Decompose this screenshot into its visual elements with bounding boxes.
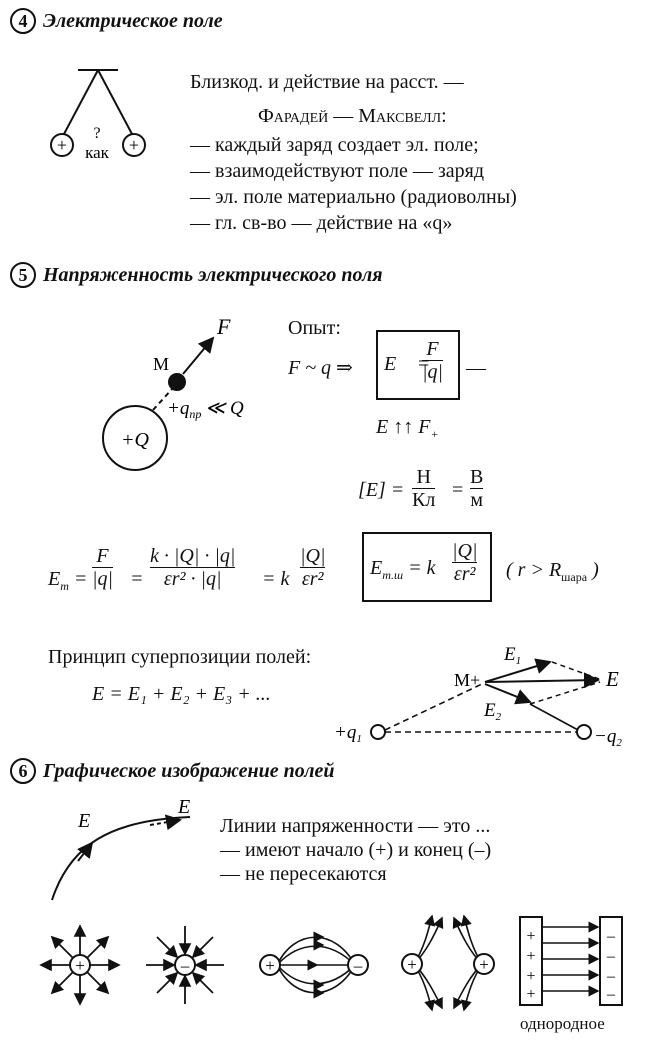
section-number: 5 — [10, 262, 36, 288]
experiment-label: Опыт: — [288, 317, 341, 339]
negative-charge-field — [140, 920, 230, 1010]
section-title: Электрическое поле — [43, 10, 223, 32]
lines-bullet-2: — не пересекаются — [220, 863, 387, 885]
charge-q1 — [371, 725, 385, 739]
units-fraction-1: Н Кл — [412, 466, 436, 511]
superposition-figure — [330, 632, 640, 752]
section4-heading — [10, 8, 223, 34]
parallelogram-1 — [552, 662, 602, 680]
label-M: М+ — [454, 670, 481, 690]
field-definition-box — [376, 330, 460, 400]
test-charge-figure — [95, 310, 270, 475]
field-line-figure — [40, 795, 215, 905]
dipole-field — [255, 930, 380, 1000]
section-number: 6 — [10, 758, 36, 784]
like-plus-1: + — [407, 955, 417, 974]
plate-minus-2: – — [607, 948, 615, 965]
units-fraction-2: В м — [470, 466, 484, 511]
relation-text: F ~ q ⇒ — [288, 357, 353, 379]
question-mark: ? — [93, 125, 101, 142]
plate-plus-1: + — [526, 928, 536, 945]
plate-minus-3: – — [607, 968, 615, 985]
like-plus-2: + — [479, 955, 489, 974]
how-label: как — [85, 143, 109, 162]
minus-sign: – — [180, 956, 190, 975]
dipole-plus: + — [265, 956, 275, 975]
uniform-label: однородное — [520, 1014, 605, 1033]
plate-minus-4: – — [607, 986, 615, 1003]
bullet-1: — каждый заряд создает эл. поле; — [190, 134, 479, 156]
units-equals: = — [452, 479, 464, 501]
authors-line: Фарадей — Максвелл: — [258, 105, 447, 127]
bullet-2: — взаимодействуют поле — заряд — [190, 160, 485, 182]
E-label-1: E — [78, 810, 91, 832]
section-title: Напряженность электрического поля — [43, 264, 383, 286]
section-title: Графическое изображение полей — [43, 760, 335, 782]
units-lhs: [E] = — [358, 479, 405, 501]
parallelogram-2 — [530, 682, 600, 704]
sphere-condition: ( $r > R_{шара}$ ) — [506, 559, 599, 584]
plate-minus-1: – — [607, 928, 615, 945]
test-charge-label: $+q_{пр}$ ≪ Q — [167, 398, 244, 421]
E-symbol: E⃗ = — [384, 353, 431, 375]
superposition-title: Принцип суперпозиции полей: — [48, 646, 312, 668]
sphere-field-box: $E_{т.ш} = k$ $\frac{|Q|}{\text{εr²}}$ — [362, 532, 492, 602]
uniform-field — [518, 913, 628, 1008]
charge-q2 — [577, 725, 591, 739]
short-range-line: Близкод. и действие на расст. — — [190, 71, 464, 93]
lines-bullet-1: — имеют начало (+) и конец (–) — [220, 839, 492, 861]
E-vector — [485, 680, 598, 682]
section-number: 4 — [10, 8, 36, 34]
E-label-2: E — [178, 796, 191, 818]
label-E1: $E_1$ — [504, 644, 522, 667]
bullet-4: — гл. св-во — действие на «q» — [190, 212, 453, 234]
label-q1: $+q_1$ — [334, 722, 362, 745]
section5-heading — [10, 262, 383, 288]
dipole-minus: – — [353, 956, 363, 975]
positive-charge-field — [35, 920, 125, 1010]
test-charge — [168, 373, 186, 391]
source-charge-label: +Q — [121, 429, 149, 451]
curved-field-line — [52, 817, 190, 900]
plate-plus-4: + — [526, 986, 536, 1003]
plus-left: + — [56, 135, 68, 155]
section6-heading — [10, 758, 335, 784]
point-M: М — [153, 354, 170, 374]
force-label: F — [217, 314, 231, 339]
q1-to-M — [385, 684, 482, 730]
label-E: E — [606, 667, 619, 691]
E-fraction: $\frac{F}{|q|}$ — [422, 338, 443, 383]
force-vector — [183, 338, 213, 374]
M-to-q2 — [530, 704, 578, 730]
codirected-text: E ↑↑ $F_+$ — [376, 416, 439, 441]
label-q2: $-q_2$ — [594, 726, 622, 749]
like-charges-field — [398, 912, 498, 1012]
thread-right — [98, 70, 132, 134]
bullet-3: — эл. поле материально (радиоволны) — [190, 186, 517, 208]
pendulum-figure — [40, 58, 160, 178]
definition-dash: — — [466, 357, 486, 379]
plus-sign: + — [75, 956, 85, 975]
label-E2: $E_2$ — [484, 700, 502, 723]
plus-right: + — [128, 135, 140, 155]
plate-plus-3: + — [526, 968, 536, 985]
plate-plus-2: + — [526, 948, 536, 965]
lines-title: Линии напряженности — это ... — [220, 815, 491, 837]
superposition-formula: E = E₁ + E₂ + E₃ + ... — [92, 683, 271, 705]
